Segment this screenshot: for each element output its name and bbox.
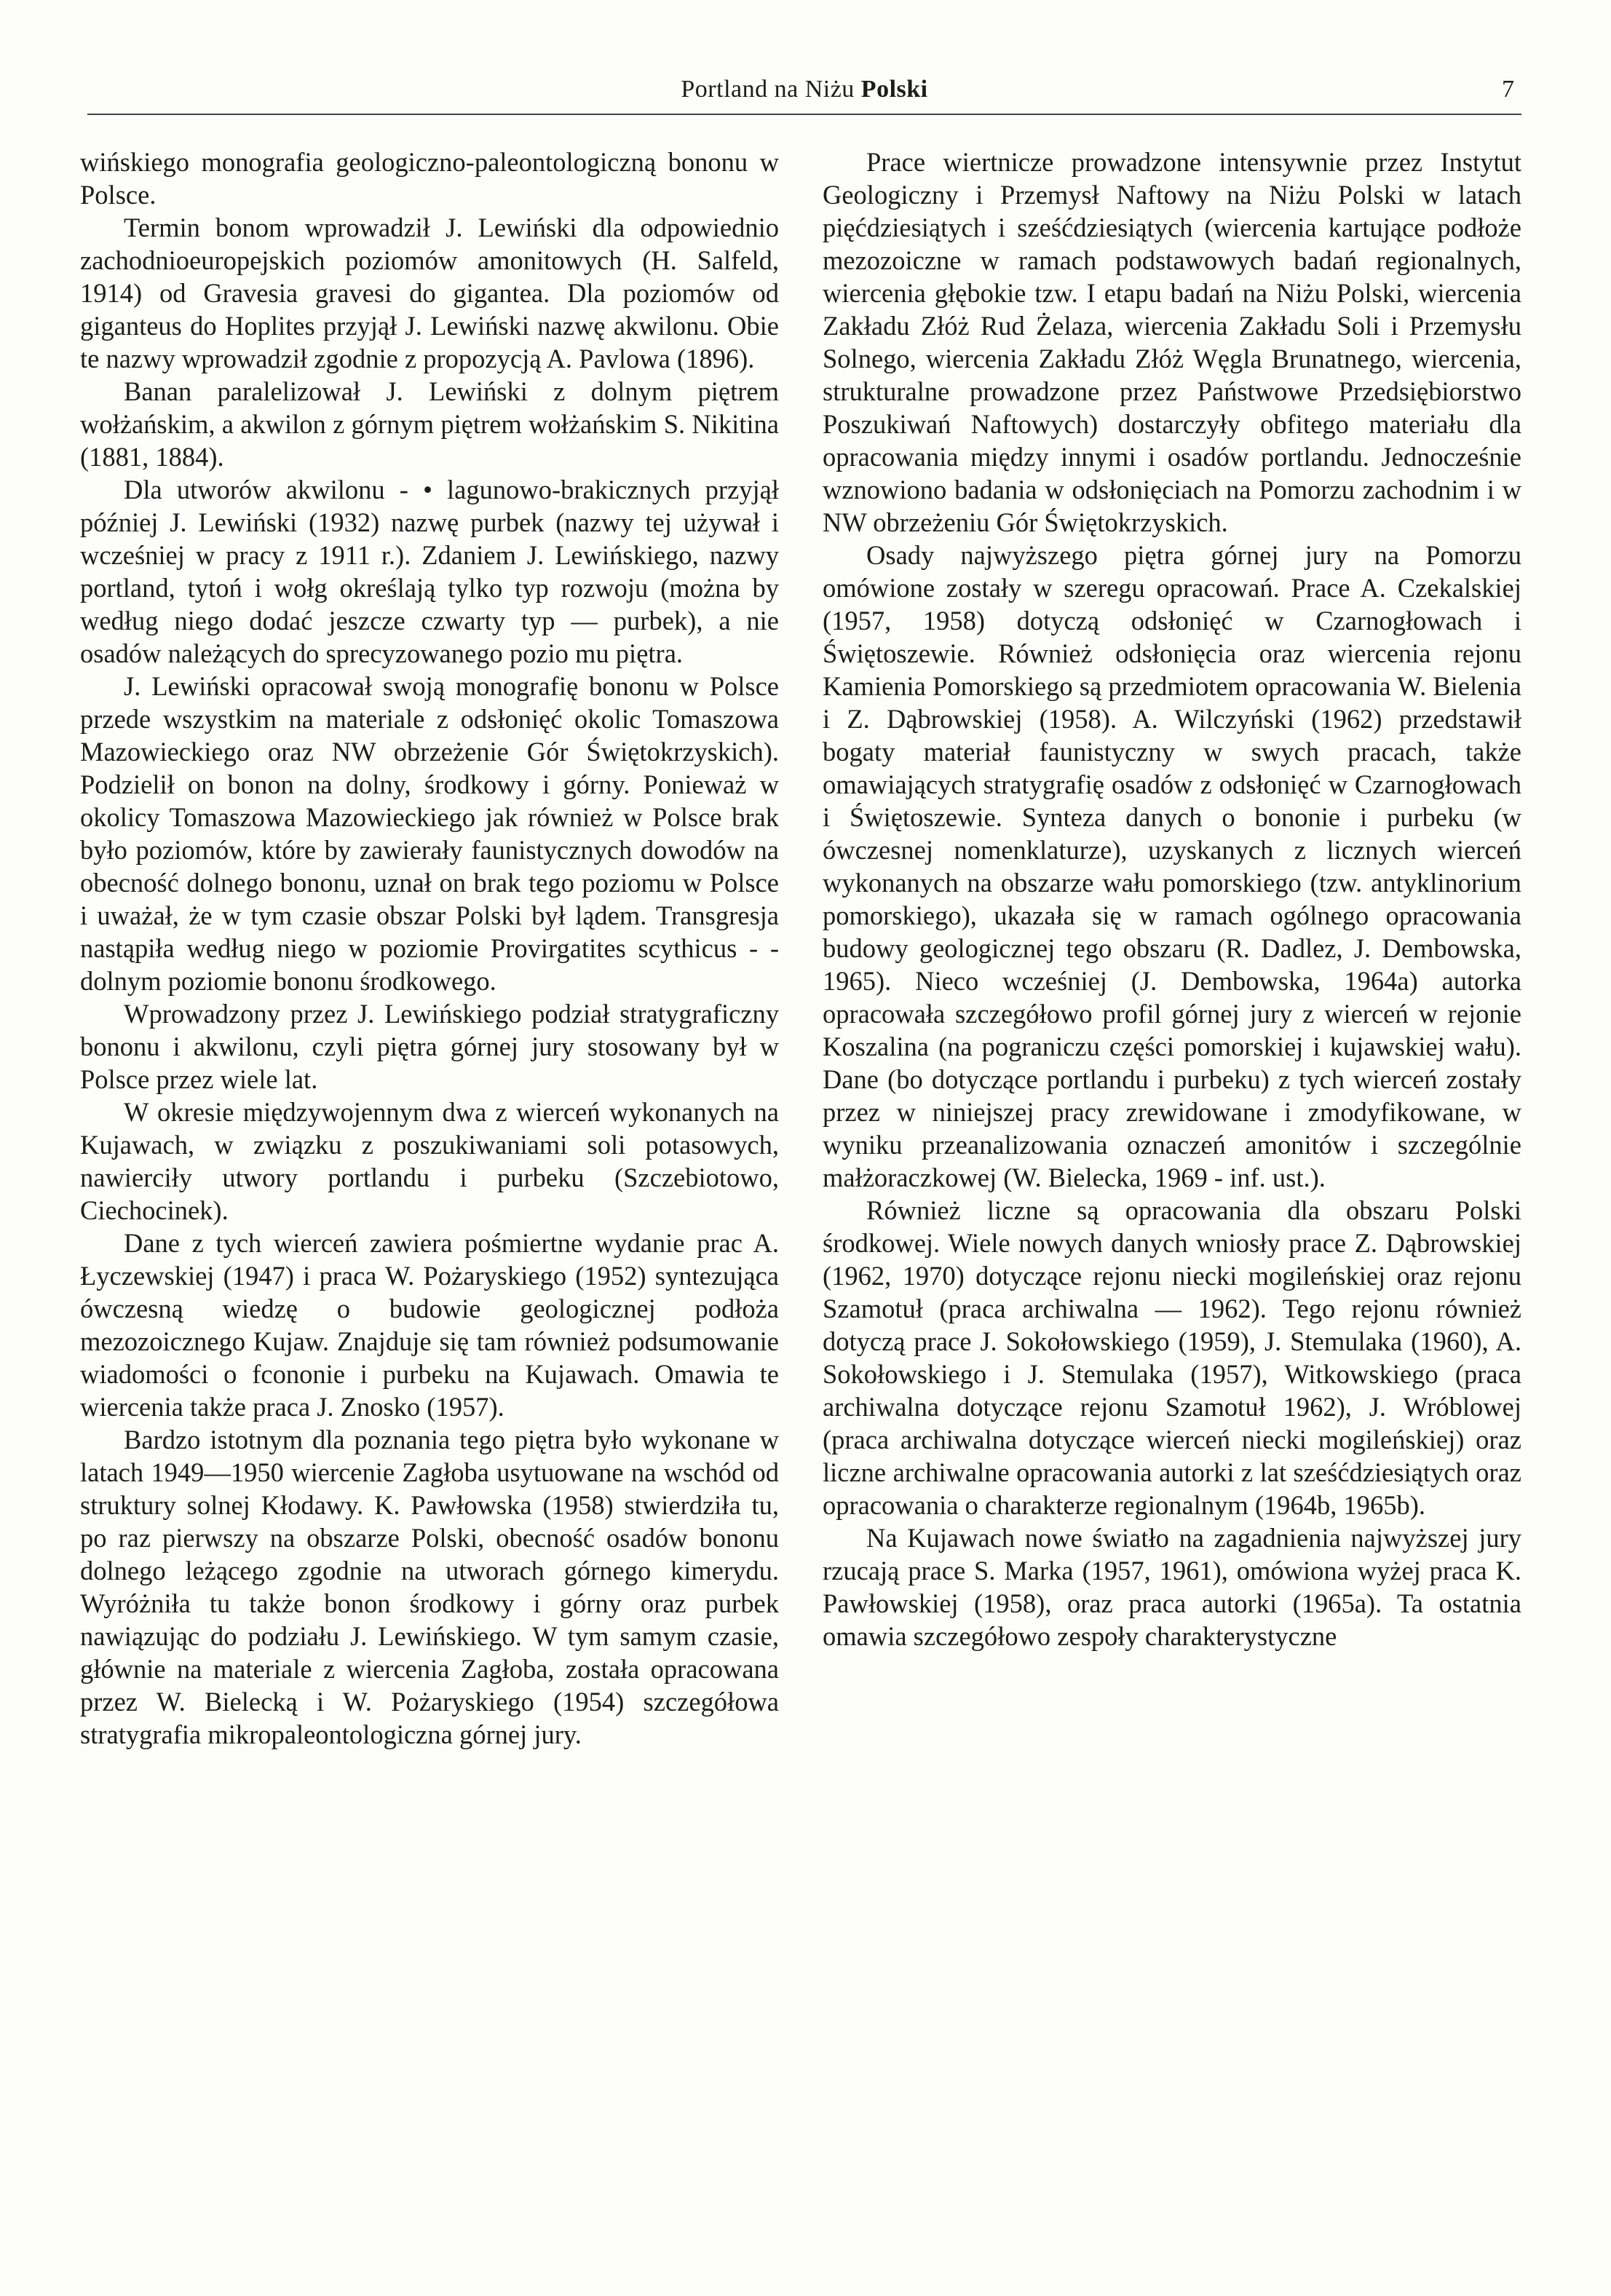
page-number: 7 <box>1502 76 1514 103</box>
paragraph: Na Kujawach nowe światło na zagadnienia najwyższej jury rzucają prace S. Marka (1957, 1961), omówiona wyżej praca K. Pawłowskiej (1958), oraz praca autorki (1965a). Ta ostatnia omawia szczegółowo zespoły charakterystyczne <box>823 1523 1521 1651</box>
paragraph: Prace wiertnicze prowadzone intensywnie przez Instytut Geologiczny i Przemysł Naftowy na Niżu Polski w latach pięćdziesiątych i sześćdziesiątych (wiercenia kartujące podłoże mezozoiczne w ramach podstawowych badań regionalnych, wiercenia głębokie tzw. I etapu badań na Niżu Polski, wiercenia Zakładu Złóż Rud Żelaza, wiercenia Zakładu Soli i Przemysłu Solnego, wiercenia Zakładu Złóż Węgla Brunatnego, wiercenia, strukturalne prowadzone przez Państwowe Przedsiębiorstwo Poszukiwań Naftowych) dostarczyły obfitego materiału dla opracowania między innymi i osadów portlandu. Jednocześnie wznowiono badania w odsłonięciach na Pomorzu zachodnim i w NW obrzeżeniu Gór Świętokrzyskich. <box>823 147 1521 537</box>
paragraph: Osady najwyższego piętra górnej jury na Pomorzu omówione zostały w szeregu opracowań. Prace A. Czekalskiej (1957, 1958) dotyczą odsłonięć w Czarnogłowach i Świętoszewie. Również odsłonięcia oraz wiercenia rejonu Kamienia Pomorskiego są przedmiotem opracowania W. Bielenia i Z. Dąbrowskiej (1958). A. Wilczyński (1962) przedstawił bogaty materiał faunistyczny w swych pracach, także omawiających stratygrafię osadów z odsłonięć w Czarnogłowach i Świętoszewie. Synteza danych o bononie i purbeku (w ówczesnej nomenklaturze), uzyskanych z licznych wierceń wykonanych na obszarze wału pomorskiego (tzw. antyklinorium pomorskiego), ukazała się w ramach ogólnego opracowania budowy geologicznej tego obszaru (R. Dadlez, J. Dembowska, 1965). Nieco wcześniej (J. Dembowska, 1964a) autorka opracowała szczegółowo profil górnej jury z wierceń w rejonie Koszalina (na pograniczu części pomorskiej i kujawskiej wału). Dane (bo dotyczące portlandu i purbeku) z tych wierceń zostały przez w niniejszej pracy zrewidowane i zmodyfikowane, w wyniku przeanalizowania oznaczeń amonitów i szczególnie małżoraczkowej (W. Bielecka, 1969 - inf. ust.). <box>823 540 1521 1192</box>
paragraph: Banan paralelizował J. Lewiński z dolnym piętrem wołżańskim, a akwilon z górnym piętrem wołżańskim S. Nikitina (1881, 1884). <box>80 376 779 472</box>
running-header <box>87 70 1521 115</box>
paragraph: Wprowadzony przez J. Lewińskiego podział stratygraficzny bononu i akwilonu, czyli piętra górnej jury stosowany był w Polsce przez wiele lat. <box>80 999 779 1094</box>
left-column <box>80 146 779 2257</box>
paragraph: Dane z tych wierceń zawiera pośmiertne wydanie prac A. Łyczewskiej (1947) i praca W. Pożaryskiego (1952) syntezująca ówczesną wiedzę o budowie geologicznej podłoża mezozoicznego Kujaw. Znajduje się tam również podsumowanie wiadomości o fcononie i purbeku na Kujawach. Omawia te wiercenia także praca J. Znosko (1957). <box>80 1228 779 1422</box>
paragraph: wińskiego monografia geologiczno-paleontologiczną bononu w Polsce. <box>80 147 779 210</box>
right-column <box>823 146 1521 2257</box>
paragraph: Bardzo istotnym dla poznania tego piętra było wykonane w latach 1949—1950 wiercenie Zagłoba usytuowane na wschód od struktury solnej Kłodawy. K. Pawłowska (1958) stwierdziła tu, po raz pierwszy na obszarze Polski, obecność osadów bononu dolnego leżącego zgodnie na utworach górnego kimerydu. Wyróżniła tu także bonon środkowy i górny oraz purbek nawiązując do podziału J. Lewińskiego. W tym samym czasie, głównie na materiale z wiercenia Zagłoba, została opracowana przez W. Bielecką i W. Pożaryskiego (1954) szczegółowa stratygrafia mikropaleontologiczna górnej jury. <box>80 1425 779 1749</box>
paragraph: J. Lewiński opracował swoją monografię bononu w Polsce przede wszystkim na materiale z odsłonięć okolic Tomaszowa Mazowieckiego oraz NW obrzeżenie Gór Świętokrzyskich). Podzielił on bonon na dolny, środkowy i górny. Ponieważ w okolicy Tomaszowa Mazowieckiego jak również w Polsce brak było poziomów, które by zawierały faunistycznych dowodów na obecność dolnego bononu, uznał on brak tego poziomu w Polsce i uważał, że w tym czasie obszar Polski był lądem. Transgresja nastąpiła według niego w poziomie Provirgatites scythicus - - dolnym poziomie bononu środkowego. <box>80 671 779 996</box>
running-title-plain: Portland na Niżu <box>681 76 861 103</box>
paragraph: W okresie międzywojennym dwa z wierceń wykonanych na Kujawach, w związku z poszukiwaniami soli potasowych, nawierciły utwory portlandu i purbeku (Szczebiotowo, Ciechocinek). <box>80 1097 779 1225</box>
paragraph: Dla utworów akwilonu - • lagunowo-brakicznych przyjął później J. Lewiński (1932) nazwę purbek (nazwy tej używał i wcześniej w pracy z 1911 r.). Zdaniem J. Lewińskiego, nazwy portland, tytoń i wołg określają tylko typ rozwoju (można by według niego dodać jeszcze czwarty typ — purbek), a nie osadów należących do sprecyzowanego pozio mu piętra. <box>80 475 779 668</box>
paragraph: Termin bonom wprowadził J. Lewiński dla odpowiednio zachodnioeuropejskich poziomów amonitowych (H. Salfeld, 1914) od Gravesia gravesi do gigantea. Dla poziomów od giganteus do Hoplites przyjął J. Lewiński nazwę akwilonu. Obie te nazwy wprowadził zgodnie z propozycją A. Pavlowa (1896). <box>80 213 779 373</box>
running-title <box>87 76 1521 103</box>
paragraph: Również liczne są opracowania dla obszaru Polski środkowej. Wiele nowych danych wniosły prace Z. Dąbrowskiej (1962, 1970) dotyczące rejonu niecki mogileńskiej oraz rejonu Szamotuł (praca archiwalna — 1962). Tego rejonu również dotyczą prace J. Sokołowskiego (1959), J. Stemulaka (1960), A. Sokołowskiego i J. Stemulaka (1957), Witkowskiego (praca archiwalna dotyczące rejonu Szamotuł 1962), J. Wróblowej (praca archiwalna dotyczące wierceń niecki mogileńskiej) oraz liczne archiwalne opracowania autorki z lat sześćdziesiątych oraz opracowania o charakterze regionalnym (1964b, 1965b). <box>823 1195 1521 1520</box>
running-title-bold: Polski <box>860 76 928 103</box>
